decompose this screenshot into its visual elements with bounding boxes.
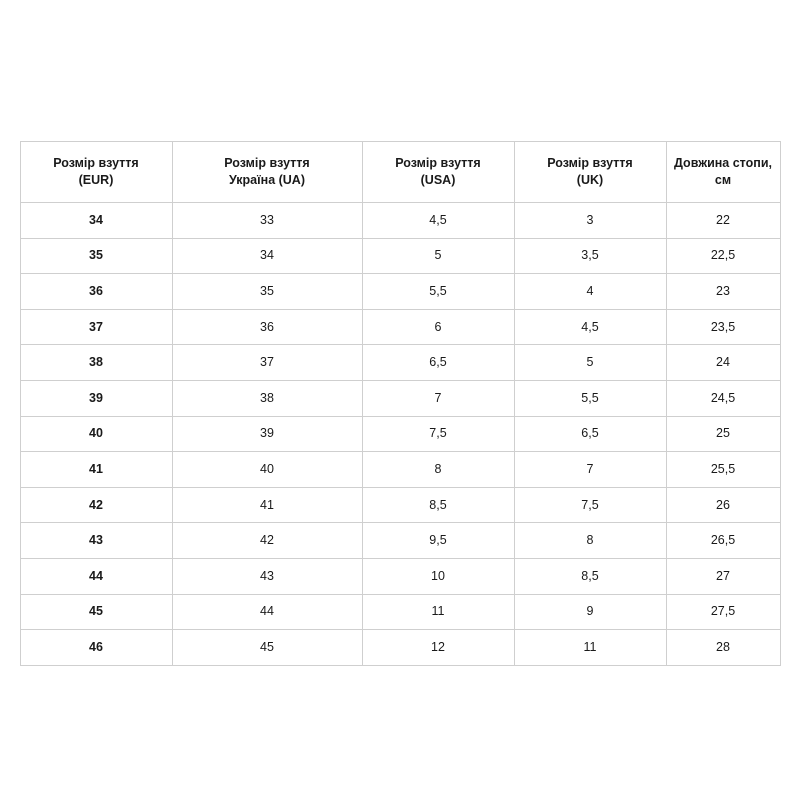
table-row — [20, 523, 780, 559]
cell-ua: 38 — [172, 380, 362, 416]
cell-eur: 45 — [20, 594, 172, 630]
cell-ua: 33 — [172, 203, 362, 239]
cell-foot-length: 28 — [666, 630, 780, 666]
column-header-eur-line1: Розмір взуття — [53, 156, 139, 171]
table-row — [20, 345, 780, 381]
cell-eur: 38 — [20, 345, 172, 381]
column-header-ua-line1: Розмір взуття — [224, 156, 310, 171]
cell-eur: 34 — [20, 203, 172, 239]
cell-uk: 7,5 — [514, 487, 666, 523]
cell-foot-length: 22 — [666, 203, 780, 239]
cell-foot-length: 22,5 — [666, 238, 780, 274]
column-header-eur — [20, 142, 172, 203]
cell-foot-length: 25,5 — [666, 452, 780, 488]
column-header-foot-length — [666, 142, 780, 203]
cell-ua: 43 — [172, 558, 362, 594]
column-header-uk — [514, 142, 666, 203]
cell-uk: 8,5 — [514, 558, 666, 594]
column-header-ua — [172, 142, 362, 203]
table-row — [20, 238, 780, 274]
table-row — [20, 558, 780, 594]
cell-uk: 4 — [514, 274, 666, 310]
cell-eur: 35 — [20, 238, 172, 274]
cell-ua: 37 — [172, 345, 362, 381]
cell-ua: 34 — [172, 238, 362, 274]
cell-uk: 11 — [514, 630, 666, 666]
cell-usa: 5,5 — [362, 274, 514, 310]
cell-ua: 40 — [172, 452, 362, 488]
cell-uk: 8 — [514, 523, 666, 559]
column-header-eur-line2: (EUR) — [78, 173, 114, 187]
cell-ua: 45 — [172, 630, 362, 666]
table-row — [20, 416, 780, 452]
cell-foot-length: 27 — [666, 558, 780, 594]
cell-eur: 43 — [20, 523, 172, 559]
cell-usa: 6 — [362, 309, 514, 345]
cell-ua: 44 — [172, 594, 362, 630]
table-row — [20, 487, 780, 523]
cell-usa: 7 — [362, 380, 514, 416]
cell-foot-length: 24,5 — [666, 380, 780, 416]
cell-eur: 41 — [20, 452, 172, 488]
cell-uk: 3,5 — [514, 238, 666, 274]
cell-usa: 4,5 — [362, 203, 514, 239]
cell-ua: 41 — [172, 487, 362, 523]
cell-usa: 9,5 — [362, 523, 514, 559]
cell-ua: 42 — [172, 523, 362, 559]
column-header-foot-length-line2: см — [714, 173, 732, 187]
cell-eur: 37 — [20, 309, 172, 345]
cell-usa: 7,5 — [362, 416, 514, 452]
cell-foot-length: 26,5 — [666, 523, 780, 559]
table-row — [20, 309, 780, 345]
cell-uk: 9 — [514, 594, 666, 630]
cell-eur: 40 — [20, 416, 172, 452]
cell-usa: 8 — [362, 452, 514, 488]
table-row — [20, 452, 780, 488]
cell-ua: 39 — [172, 416, 362, 452]
column-header-ua-line2: Україна (UA) — [228, 173, 305, 187]
column-header-uk-line1: Розмір взуття — [547, 156, 633, 171]
cell-usa: 10 — [362, 558, 514, 594]
cell-usa: 12 — [362, 630, 514, 666]
cell-uk: 3 — [514, 203, 666, 239]
table-row — [20, 274, 780, 310]
table-row — [20, 594, 780, 630]
cell-usa: 11 — [362, 594, 514, 630]
cell-foot-length: 26 — [666, 487, 780, 523]
table-header — [20, 142, 780, 203]
table-row — [20, 380, 780, 416]
cell-uk: 6,5 — [514, 416, 666, 452]
cell-uk: 5,5 — [514, 380, 666, 416]
column-header-usa — [362, 142, 514, 203]
cell-eur: 44 — [20, 558, 172, 594]
column-header-foot-length-line1: Довжина стопи, — [674, 156, 772, 171]
cell-eur: 42 — [20, 487, 172, 523]
cell-uk: 7 — [514, 452, 666, 488]
cell-foot-length: 24 — [666, 345, 780, 381]
cell-eur: 46 — [20, 630, 172, 666]
cell-foot-length: 23 — [666, 274, 780, 310]
cell-eur: 39 — [20, 380, 172, 416]
cell-ua: 35 — [172, 274, 362, 310]
cell-uk: 4,5 — [514, 309, 666, 345]
shoe-size-chart-table — [20, 141, 781, 666]
cell-foot-length: 27,5 — [666, 594, 780, 630]
column-header-usa-line1: Розмір взуття — [395, 156, 481, 171]
cell-eur: 36 — [20, 274, 172, 310]
cell-usa: 6,5 — [362, 345, 514, 381]
cell-ua: 36 — [172, 309, 362, 345]
cell-usa: 8,5 — [362, 487, 514, 523]
cell-foot-length: 23,5 — [666, 309, 780, 345]
table-row — [20, 630, 780, 666]
column-header-usa-line2: (USA) — [420, 173, 456, 187]
table-header-row — [20, 142, 780, 203]
table-row — [20, 203, 780, 239]
column-header-uk-line2: (UK) — [576, 173, 604, 187]
cell-usa: 5 — [362, 238, 514, 274]
cell-foot-length: 25 — [666, 416, 780, 452]
table-body — [20, 203, 780, 666]
cell-uk: 5 — [514, 345, 666, 381]
